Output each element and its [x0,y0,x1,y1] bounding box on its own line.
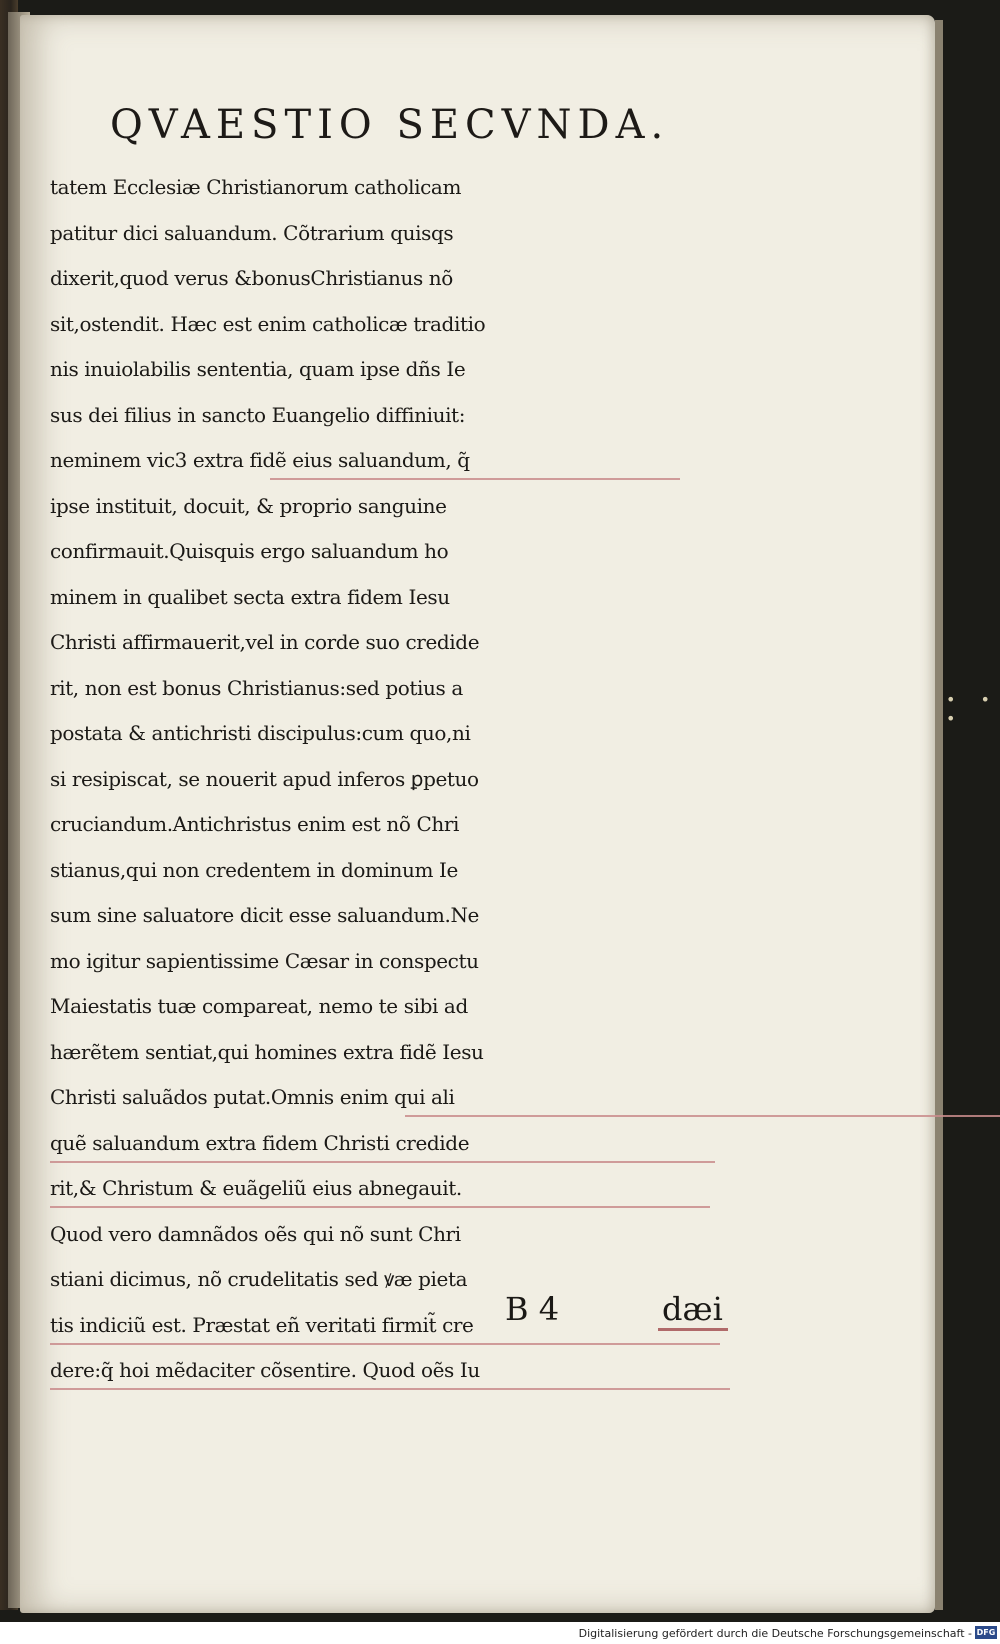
pen-underline [50,1206,710,1208]
body-text [50,165,750,1394]
text-line: dixerit,quod verus &bonusChristianus nõ [50,266,453,290]
running-heading: QVAESTIO SECVNDA. [110,102,670,148]
text-line: rit,& Christum & euãgeliũ eius abnegauit. [50,1166,750,1212]
pen-underline [270,478,680,480]
text-line: sus dei filius in sancto Euangelio diffiniuit: [50,402,466,427]
pen-underline [50,1343,720,1345]
dfg-logo: DFG [976,1628,996,1637]
digitization-credit: Digitalisierung gefördert durch die Deutsche Forschungsgemeinschaft - [578,1627,972,1640]
catchword-underline [658,1328,728,1331]
text-line: sit,ostendit. Hæc est enim catholicæ traditio [50,311,486,336]
text-line: Christi affirmauerit,vel in corde suo credide [50,630,480,654]
pen-underline [50,1388,730,1390]
catchword: dæi [662,1290,723,1328]
signature-mark: B 4 [505,1290,560,1328]
text-line: mo igitur sapientissime Cæsar in conspectu [50,948,479,973]
text-line: dere:q̃ hoi mẽdaciter cõsentire. Quod oẽs Iu [50,1348,750,1394]
text-line: rit, non est bonus Christianus:sed potius a [50,675,463,700]
text-line: nis inuiolabilis sententia, quam ipse dñs Ie [50,357,466,381]
text-line: patitur dici saluandum. Cõtrarium quisqs [50,220,454,245]
text-line: tis indiciũ est. Præstat eñ veritati firmit̃ cre [50,1303,750,1349]
text-line: si resipiscat, se nouerit apud inferos ꝑpetuo [50,766,479,791]
text-line: quẽ saluandum extra fidem Christi credide [50,1121,750,1167]
edge-marks: • • • [946,690,1000,728]
page-edge [935,20,943,1610]
pen-underline [50,1161,715,1163]
text-line: stianus,qui non credentem in dominum Ie [50,857,458,882]
text-line: cruciandum.Antichristus enim est nõ Chri [50,812,460,836]
text-line: neminem vic3 extra fidẽ eius saluandum, q̃ [50,438,750,484]
text-line: minem in qualibet secta extra fidem Iesu [50,584,450,609]
pen-underline [405,1115,1000,1117]
text-line: hærẽtem sentiat,qui homines extra fidẽ Iesu [50,1039,484,1064]
text-line: Christi saluãdos putat.Omnis enim qui ali [50,1075,750,1121]
text-line: Quod vero damnãdos oẽs qui nõ sunt Chri [50,1221,461,1246]
text-line: stiani dicimus, nõ crudelitatis sed ꝟæ pieta [50,1267,468,1291]
text-line: ipse instituit, docuit, & proprio sanguine [50,493,447,518]
text-line: confirmauit.Quisquis ergo saluandum ho [50,539,449,563]
text-line: Maiestatis tuæ compareat, nemo te sibi ad [50,994,468,1018]
text-line: tatem Ecclesiæ Christianorum catholicam [50,175,462,199]
text-line: sum sine saluatore dicit esse saluandum.Ne [50,903,479,927]
text-line: postata & antichristi discipulus:cum quo,ni [50,721,471,745]
